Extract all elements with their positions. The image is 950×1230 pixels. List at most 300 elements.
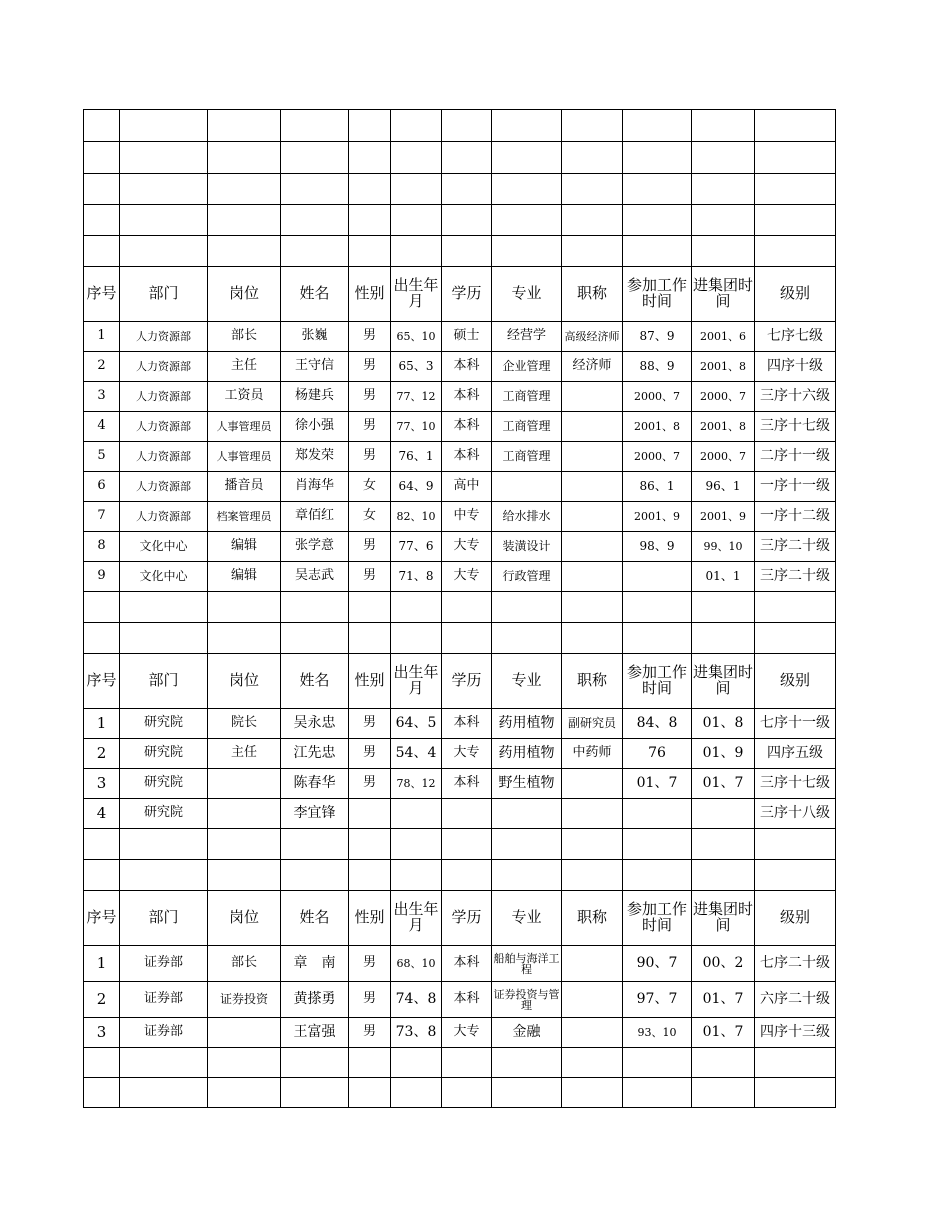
cell-department[interactable]: 证券部	[120, 1018, 208, 1048]
empty-cell[interactable]	[281, 860, 349, 891]
header-work-start[interactable]: 参加工作时间	[623, 891, 692, 946]
cell-position[interactable]: 主任	[208, 739, 281, 769]
empty-cell[interactable]	[84, 205, 120, 236]
empty-cell[interactable]	[208, 1078, 281, 1108]
empty-cell[interactable]	[120, 174, 208, 205]
cell-group-join[interactable]: 2001、8	[692, 412, 755, 442]
cell-department[interactable]: 研究院	[120, 709, 208, 739]
empty-cell[interactable]	[562, 829, 623, 860]
cell-group-join[interactable]: 99、10	[692, 532, 755, 562]
cell-department[interactable]: 人力资源部	[120, 502, 208, 532]
cell-work-start[interactable]: 84、8	[623, 709, 692, 739]
cell-education[interactable]: 本科	[442, 709, 492, 739]
empty-cell[interactable]	[281, 110, 349, 142]
empty-cell[interactable]	[84, 592, 120, 623]
cell-gender[interactable]: 男	[349, 982, 391, 1018]
header-major[interactable]: 专业	[492, 267, 562, 322]
cell-name[interactable]: 江先忠	[281, 739, 349, 769]
cell-grade[interactable]: 三序二十级	[755, 532, 836, 562]
header-grade[interactable]: 级别	[755, 654, 836, 709]
cell-group-join[interactable]: 01、8	[692, 709, 755, 739]
empty-cell[interactable]	[391, 236, 442, 267]
cell-birth[interactable]: 64、5	[391, 709, 442, 739]
empty-cell[interactable]	[623, 142, 692, 174]
cell-major[interactable]: 工商管理	[492, 382, 562, 412]
cell-title[interactable]: 经济师	[562, 352, 623, 382]
header-position[interactable]: 岗位	[208, 891, 281, 946]
cell-birth[interactable]: 78、12	[391, 769, 442, 799]
header-work-start[interactable]: 参加工作时间	[623, 654, 692, 709]
empty-cell[interactable]	[442, 142, 492, 174]
empty-cell[interactable]	[391, 205, 442, 236]
header-name[interactable]: 姓名	[281, 267, 349, 322]
empty-cell[interactable]	[281, 829, 349, 860]
empty-cell[interactable]	[442, 860, 492, 891]
empty-cell[interactable]	[208, 860, 281, 891]
header-seq[interactable]: 序号	[84, 267, 120, 322]
cell-birth[interactable]	[391, 799, 442, 829]
empty-cell[interactable]	[492, 1078, 562, 1108]
cell-birth[interactable]: 71、8	[391, 562, 442, 592]
empty-cell[interactable]	[692, 623, 755, 654]
cell-name[interactable]: 杨建兵	[281, 382, 349, 412]
cell-name[interactable]: 吴永忠	[281, 709, 349, 739]
cell-work-start[interactable]: 2000、7	[623, 382, 692, 412]
empty-cell[interactable]	[120, 1078, 208, 1108]
empty-cell[interactable]	[755, 1048, 836, 1078]
cell-seq[interactable]: 5	[84, 442, 120, 472]
empty-cell[interactable]	[208, 829, 281, 860]
header-group-join[interactable]: 进集团时间	[692, 891, 755, 946]
empty-cell[interactable]	[492, 623, 562, 654]
cell-education[interactable]: 大专	[442, 739, 492, 769]
cell-birth[interactable]: 65、3	[391, 352, 442, 382]
cell-name[interactable]: 张学意	[281, 532, 349, 562]
empty-cell[interactable]	[755, 829, 836, 860]
cell-position[interactable]: 播音员	[208, 472, 281, 502]
cell-seq[interactable]: 7	[84, 502, 120, 532]
cell-education[interactable]: 本科	[442, 946, 492, 982]
cell-name[interactable]: 郑发荣	[281, 442, 349, 472]
cell-position[interactable]: 院长	[208, 709, 281, 739]
cell-birth[interactable]: 77、6	[391, 532, 442, 562]
empty-cell[interactable]	[120, 860, 208, 891]
empty-cell[interactable]	[120, 623, 208, 654]
cell-position[interactable]: 部长	[208, 322, 281, 352]
cell-seq[interactable]: 4	[84, 412, 120, 442]
empty-cell[interactable]	[208, 623, 281, 654]
cell-grade[interactable]: 三序十八级	[755, 799, 836, 829]
header-birth[interactable]: 出生年月	[391, 891, 442, 946]
cell-grade[interactable]: 一序十一级	[755, 472, 836, 502]
cell-title[interactable]	[562, 799, 623, 829]
empty-cell[interactable]	[623, 860, 692, 891]
cell-education[interactable]: 大专	[442, 1018, 492, 1048]
empty-cell[interactable]	[755, 174, 836, 205]
cell-work-start[interactable]: 87、9	[623, 322, 692, 352]
empty-cell[interactable]	[120, 592, 208, 623]
cell-work-start[interactable]: 86、1	[623, 472, 692, 502]
cell-major[interactable]: 经营学	[492, 322, 562, 352]
empty-cell[interactable]	[562, 174, 623, 205]
empty-cell[interactable]	[84, 623, 120, 654]
cell-seq[interactable]: 2	[84, 352, 120, 382]
cell-work-start[interactable]	[623, 562, 692, 592]
empty-cell[interactable]	[755, 142, 836, 174]
header-birth[interactable]: 出生年月	[391, 267, 442, 322]
cell-seq[interactable]: 2	[84, 982, 120, 1018]
empty-cell[interactable]	[492, 592, 562, 623]
header-education[interactable]: 学历	[442, 267, 492, 322]
header-seq[interactable]: 序号	[84, 891, 120, 946]
cell-title[interactable]	[562, 382, 623, 412]
empty-cell[interactable]	[442, 1048, 492, 1078]
cell-birth[interactable]: 68、10	[391, 946, 442, 982]
cell-department[interactable]: 研究院	[120, 799, 208, 829]
cell-gender[interactable]: 男	[349, 412, 391, 442]
cell-name[interactable]: 吴志武	[281, 562, 349, 592]
cell-position[interactable]: 工资员	[208, 382, 281, 412]
cell-position[interactable]: 证券投资	[208, 982, 281, 1018]
cell-grade[interactable]: 三序十七级	[755, 769, 836, 799]
empty-cell[interactable]	[349, 110, 391, 142]
cell-education[interactable]: 本科	[442, 412, 492, 442]
empty-cell[interactable]	[623, 236, 692, 267]
cell-education[interactable]: 本科	[442, 769, 492, 799]
header-group-join[interactable]: 进集团时间	[692, 654, 755, 709]
cell-gender[interactable]: 男	[349, 1018, 391, 1048]
empty-cell[interactable]	[755, 592, 836, 623]
header-name[interactable]: 姓名	[281, 654, 349, 709]
cell-work-start[interactable]: 88、9	[623, 352, 692, 382]
cell-title[interactable]: 高级经济师	[562, 322, 623, 352]
cell-work-start[interactable]: 2001、8	[623, 412, 692, 442]
empty-cell[interactable]	[120, 205, 208, 236]
cell-position[interactable]	[208, 799, 281, 829]
empty-cell[interactable]	[442, 592, 492, 623]
cell-gender[interactable]: 男	[349, 532, 391, 562]
empty-cell[interactable]	[349, 1048, 391, 1078]
empty-cell[interactable]	[692, 205, 755, 236]
header-title[interactable]: 职称	[562, 891, 623, 946]
cell-major[interactable]	[492, 799, 562, 829]
cell-seq[interactable]: 2	[84, 739, 120, 769]
header-gender[interactable]: 性别	[349, 891, 391, 946]
cell-name[interactable]: 黄搽勇	[281, 982, 349, 1018]
cell-birth[interactable]: 73、8	[391, 1018, 442, 1048]
cell-grade[interactable]: 四序五级	[755, 739, 836, 769]
header-grade[interactable]: 级别	[755, 267, 836, 322]
cell-department[interactable]: 文化中心	[120, 532, 208, 562]
empty-cell[interactable]	[391, 592, 442, 623]
cell-position[interactable]	[208, 1018, 281, 1048]
empty-cell[interactable]	[281, 1048, 349, 1078]
cell-department[interactable]: 人力资源部	[120, 322, 208, 352]
cell-seq[interactable]: 1	[84, 709, 120, 739]
empty-cell[interactable]	[349, 860, 391, 891]
header-title[interactable]: 职称	[562, 267, 623, 322]
empty-cell[interactable]	[562, 110, 623, 142]
cell-name[interactable]: 李宜锋	[281, 799, 349, 829]
empty-cell[interactable]	[692, 1078, 755, 1108]
cell-title[interactable]: 副研究员	[562, 709, 623, 739]
header-birth[interactable]: 出生年月	[391, 654, 442, 709]
cell-birth[interactable]: 77、12	[391, 382, 442, 412]
empty-cell[interactable]	[492, 142, 562, 174]
cell-position[interactable]: 人事管理员	[208, 442, 281, 472]
cell-gender[interactable]: 女	[349, 502, 391, 532]
header-seq[interactable]: 序号	[84, 654, 120, 709]
empty-cell[interactable]	[120, 829, 208, 860]
cell-seq[interactable]: 8	[84, 532, 120, 562]
cell-name[interactable]: 王富强	[281, 1018, 349, 1048]
cell-major[interactable]: 企业管理	[492, 352, 562, 382]
cell-work-start[interactable]: 90、7	[623, 946, 692, 982]
cell-group-join[interactable]: 2001、8	[692, 352, 755, 382]
cell-education[interactable]: 本科	[442, 442, 492, 472]
cell-birth[interactable]: 65、10	[391, 322, 442, 352]
cell-name[interactable]: 徐小强	[281, 412, 349, 442]
cell-title[interactable]: 中药师	[562, 739, 623, 769]
cell-group-join[interactable]: 2001、9	[692, 502, 755, 532]
header-major[interactable]: 专业	[492, 891, 562, 946]
cell-birth[interactable]: 54、4	[391, 739, 442, 769]
cell-group-join[interactable]: 01、7	[692, 982, 755, 1018]
empty-cell[interactable]	[208, 592, 281, 623]
empty-cell[interactable]	[349, 829, 391, 860]
cell-grade[interactable]: 四序十三级	[755, 1018, 836, 1048]
empty-cell[interactable]	[349, 592, 391, 623]
empty-cell[interactable]	[623, 592, 692, 623]
empty-cell[interactable]	[349, 1078, 391, 1108]
cell-major[interactable]: 野生植物	[492, 769, 562, 799]
cell-name[interactable]: 王守信	[281, 352, 349, 382]
cell-work-start[interactable]: 98、9	[623, 532, 692, 562]
empty-cell[interactable]	[281, 142, 349, 174]
cell-grade[interactable]: 一序十二级	[755, 502, 836, 532]
empty-cell[interactable]	[281, 1078, 349, 1108]
cell-major[interactable]: 工商管理	[492, 412, 562, 442]
empty-cell[interactable]	[208, 110, 281, 142]
cell-title[interactable]	[562, 769, 623, 799]
cell-major[interactable]: 工商管理	[492, 442, 562, 472]
empty-cell[interactable]	[281, 592, 349, 623]
cell-position[interactable]: 部长	[208, 946, 281, 982]
cell-title[interactable]	[562, 412, 623, 442]
cell-major[interactable]: 船舶与海洋工程	[492, 946, 562, 982]
cell-gender[interactable]: 男	[349, 709, 391, 739]
empty-cell[interactable]	[492, 174, 562, 205]
cell-education[interactable]: 本科	[442, 982, 492, 1018]
cell-grade[interactable]: 四序十级	[755, 352, 836, 382]
cell-education[interactable]: 中专	[442, 502, 492, 532]
empty-cell[interactable]	[492, 236, 562, 267]
empty-cell[interactable]	[755, 205, 836, 236]
cell-major[interactable]: 药用植物	[492, 709, 562, 739]
cell-grade[interactable]: 三序十六级	[755, 382, 836, 412]
empty-cell[interactable]	[120, 142, 208, 174]
header-group-join[interactable]: 进集团时间	[692, 267, 755, 322]
empty-cell[interactable]	[281, 174, 349, 205]
empty-cell[interactable]	[442, 174, 492, 205]
cell-position[interactable]: 编辑	[208, 562, 281, 592]
cell-grade[interactable]: 三序十七级	[755, 412, 836, 442]
cell-group-join[interactable]: 01、7	[692, 1018, 755, 1048]
cell-group-join[interactable]	[692, 799, 755, 829]
empty-cell[interactable]	[349, 174, 391, 205]
cell-group-join[interactable]: 00、2	[692, 946, 755, 982]
empty-cell[interactable]	[208, 142, 281, 174]
empty-cell[interactable]	[442, 236, 492, 267]
empty-cell[interactable]	[391, 829, 442, 860]
cell-grade[interactable]: 七序七级	[755, 322, 836, 352]
cell-gender[interactable]: 男	[349, 352, 391, 382]
cell-group-join[interactable]: 2001、6	[692, 322, 755, 352]
cell-department[interactable]: 证券部	[120, 982, 208, 1018]
empty-cell[interactable]	[281, 236, 349, 267]
header-position[interactable]: 岗位	[208, 267, 281, 322]
cell-major[interactable]: 证券投资与管理	[492, 982, 562, 1018]
empty-cell[interactable]	[623, 110, 692, 142]
empty-cell[interactable]	[120, 236, 208, 267]
cell-education[interactable]: 本科	[442, 382, 492, 412]
cell-name[interactable]: 肖海华	[281, 472, 349, 502]
cell-gender[interactable]: 男	[349, 442, 391, 472]
cell-work-start[interactable]: 76	[623, 739, 692, 769]
cell-title[interactable]	[562, 1018, 623, 1048]
empty-cell[interactable]	[623, 829, 692, 860]
cell-gender[interactable]: 男	[349, 739, 391, 769]
cell-seq[interactable]: 3	[84, 769, 120, 799]
empty-cell[interactable]	[755, 860, 836, 891]
cell-seq[interactable]: 1	[84, 946, 120, 982]
cell-education[interactable]: 大专	[442, 532, 492, 562]
empty-cell[interactable]	[755, 236, 836, 267]
empty-cell[interactable]	[281, 205, 349, 236]
cell-gender[interactable]: 男	[349, 946, 391, 982]
header-education[interactable]: 学历	[442, 654, 492, 709]
cell-name[interactable]: 张巍	[281, 322, 349, 352]
empty-cell[interactable]	[120, 110, 208, 142]
cell-title[interactable]	[562, 442, 623, 472]
empty-cell[interactable]	[391, 110, 442, 142]
cell-group-join[interactable]: 01、1	[692, 562, 755, 592]
empty-cell[interactable]	[391, 1078, 442, 1108]
cell-work-start[interactable]	[623, 799, 692, 829]
cell-group-join[interactable]: 96、1	[692, 472, 755, 502]
header-gender[interactable]: 性别	[349, 654, 391, 709]
empty-cell[interactable]	[442, 829, 492, 860]
empty-cell[interactable]	[623, 1048, 692, 1078]
cell-department[interactable]: 人力资源部	[120, 472, 208, 502]
cell-major[interactable]	[492, 472, 562, 502]
empty-cell[interactable]	[349, 623, 391, 654]
header-grade[interactable]: 级别	[755, 891, 836, 946]
cell-work-start[interactable]: 97、7	[623, 982, 692, 1018]
empty-cell[interactable]	[391, 174, 442, 205]
empty-cell[interactable]	[692, 592, 755, 623]
cell-department[interactable]: 研究院	[120, 769, 208, 799]
empty-cell[interactable]	[84, 236, 120, 267]
empty-cell[interactable]	[84, 829, 120, 860]
cell-department[interactable]: 文化中心	[120, 562, 208, 592]
empty-cell[interactable]	[692, 110, 755, 142]
cell-group-join[interactable]: 01、9	[692, 739, 755, 769]
cell-work-start[interactable]: 01、7	[623, 769, 692, 799]
empty-cell[interactable]	[562, 1048, 623, 1078]
cell-major[interactable]: 装潢设计	[492, 532, 562, 562]
cell-gender[interactable]: 男	[349, 769, 391, 799]
cell-name[interactable]: 章 南	[281, 946, 349, 982]
empty-cell[interactable]	[442, 110, 492, 142]
cell-education[interactable]: 高中	[442, 472, 492, 502]
cell-position[interactable]: 主任	[208, 352, 281, 382]
cell-grade[interactable]: 二序十一级	[755, 442, 836, 472]
header-name[interactable]: 姓名	[281, 891, 349, 946]
cell-major[interactable]: 行政管理	[492, 562, 562, 592]
cell-department[interactable]: 人力资源部	[120, 382, 208, 412]
empty-cell[interactable]	[120, 1048, 208, 1078]
empty-cell[interactable]	[84, 860, 120, 891]
cell-education[interactable]: 本科	[442, 352, 492, 382]
empty-cell[interactable]	[84, 174, 120, 205]
empty-cell[interactable]	[492, 829, 562, 860]
cell-birth[interactable]: 82、10	[391, 502, 442, 532]
empty-cell[interactable]	[84, 142, 120, 174]
header-department[interactable]: 部门	[120, 654, 208, 709]
cell-position[interactable]: 档案管理员	[208, 502, 281, 532]
cell-grade[interactable]: 三序二十级	[755, 562, 836, 592]
cell-gender[interactable]: 男	[349, 382, 391, 412]
cell-group-join[interactable]: 2000、7	[692, 442, 755, 472]
cell-grade[interactable]: 六序二十级	[755, 982, 836, 1018]
cell-title[interactable]	[562, 532, 623, 562]
cell-title[interactable]	[562, 946, 623, 982]
cell-group-join[interactable]: 2000、7	[692, 382, 755, 412]
empty-cell[interactable]	[492, 860, 562, 891]
empty-cell[interactable]	[562, 236, 623, 267]
cell-birth[interactable]: 77、10	[391, 412, 442, 442]
cell-education[interactable]	[442, 799, 492, 829]
cell-work-start[interactable]: 2001、9	[623, 502, 692, 532]
empty-cell[interactable]	[692, 860, 755, 891]
cell-department[interactable]: 研究院	[120, 739, 208, 769]
empty-cell[interactable]	[562, 205, 623, 236]
empty-cell[interactable]	[755, 623, 836, 654]
empty-cell[interactable]	[562, 860, 623, 891]
empty-cell[interactable]	[755, 110, 836, 142]
empty-cell[interactable]	[492, 110, 562, 142]
cell-title[interactable]	[562, 982, 623, 1018]
header-major[interactable]: 专业	[492, 654, 562, 709]
empty-cell[interactable]	[623, 205, 692, 236]
empty-cell[interactable]	[84, 1078, 120, 1108]
empty-cell[interactable]	[692, 236, 755, 267]
empty-cell[interactable]	[442, 623, 492, 654]
cell-department[interactable]: 证券部	[120, 946, 208, 982]
empty-cell[interactable]	[349, 205, 391, 236]
empty-cell[interactable]	[442, 1078, 492, 1108]
cell-title[interactable]	[562, 472, 623, 502]
empty-cell[interactable]	[208, 1048, 281, 1078]
empty-cell[interactable]	[84, 110, 120, 142]
empty-cell[interactable]	[562, 592, 623, 623]
cell-seq[interactable]: 3	[84, 382, 120, 412]
empty-cell[interactable]	[492, 205, 562, 236]
empty-cell[interactable]	[692, 142, 755, 174]
empty-cell[interactable]	[692, 1048, 755, 1078]
cell-group-join[interactable]: 01、7	[692, 769, 755, 799]
